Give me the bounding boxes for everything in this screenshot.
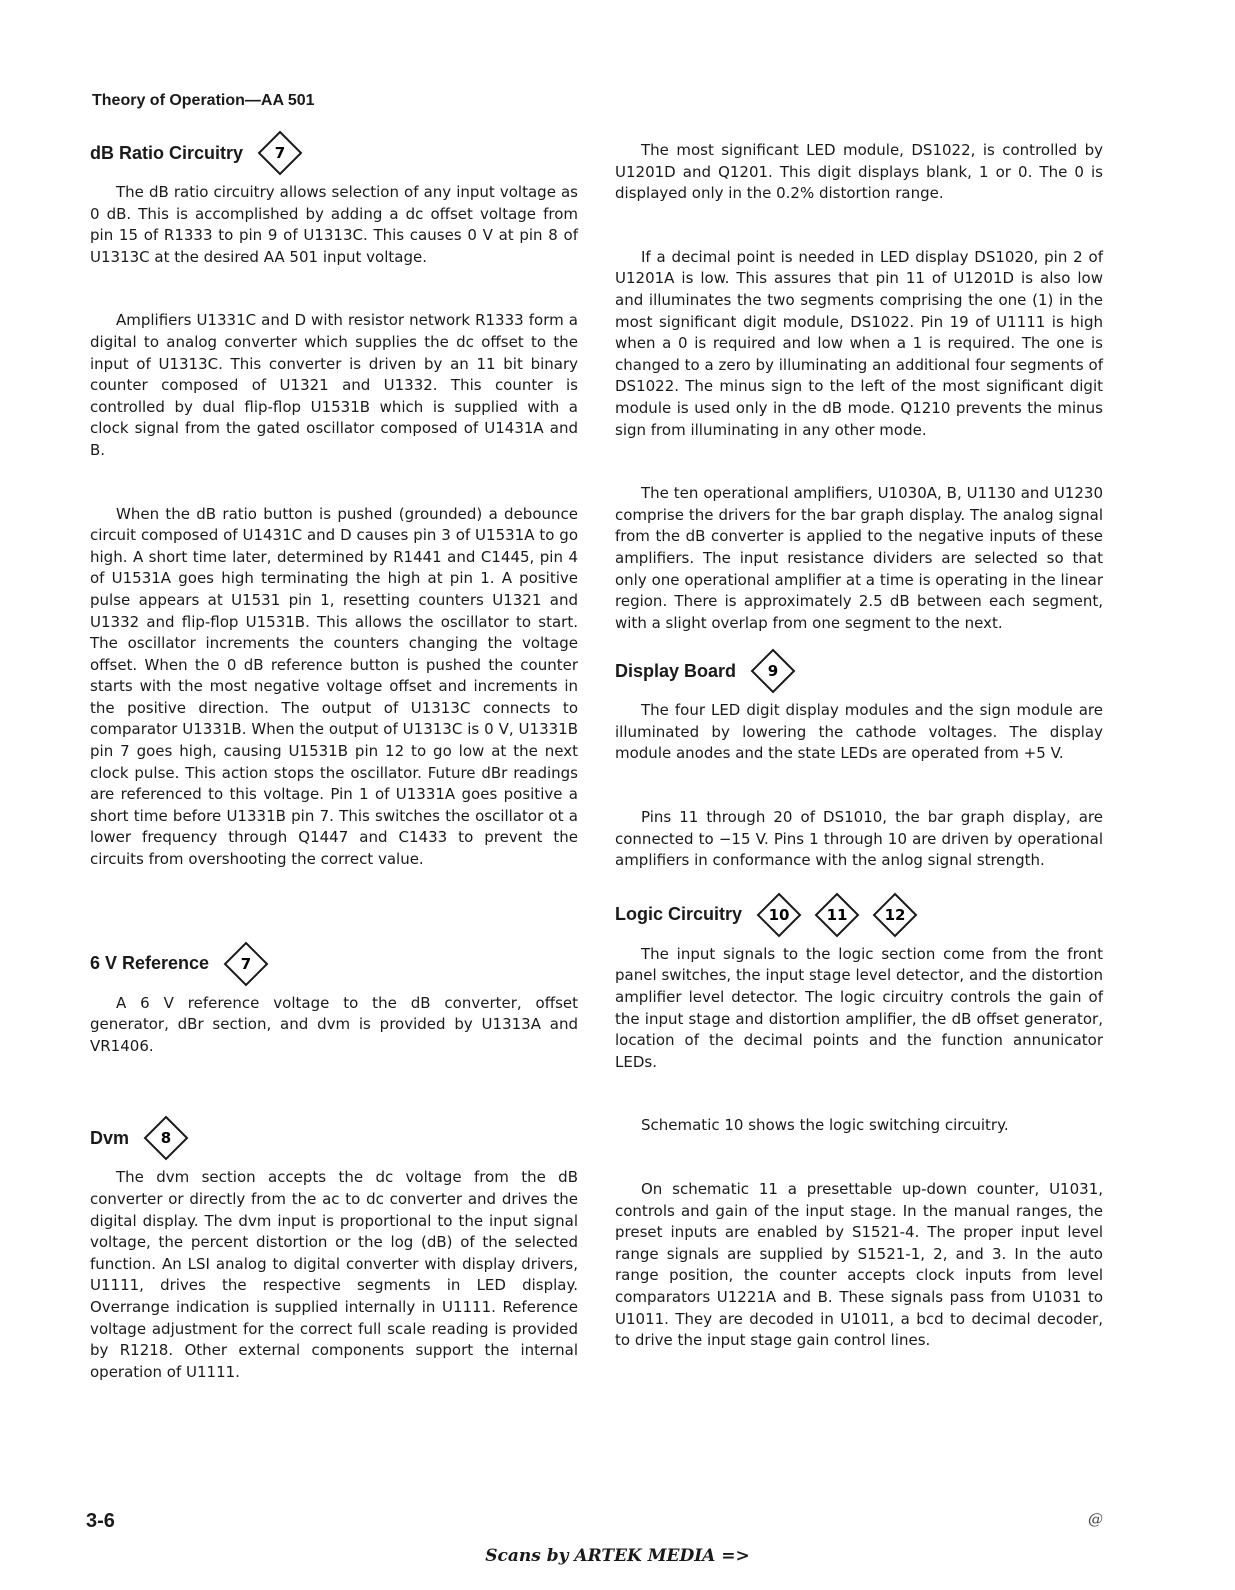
heading-db-ratio	[90, 128, 578, 178]
schematic-markers	[257, 130, 303, 176]
paragraph: The dvm section accepts the dc voltage from the dB converter or directly from the ac to dc converter and drives the digital display. The dvm input is proportional to the input signal voltage, the percent distortion or the log (dB) of the selected function. An LSI analog to digital converter with display drivers, U1111, drives the respective segments in LED display. Overrange indication is supplied internally in U1111. Reference voltage adjustment for the correct full scale reading is provided by R1218. Other external components support the internal operation of U1111.	[90, 1168, 578, 1381]
heading-db-ratio-title: dB Ratio Circuitry	[90, 142, 244, 163]
schematic-markers	[143, 1115, 189, 1161]
paragraph: The four LED digit display modules and the sign module are illuminated by lowering the cathode voltages. The display module anodes and the state LEDs are operated from +5 V.	[615, 701, 1103, 763]
running-header: Theory of Operation—AA 501	[92, 92, 315, 109]
schematic-number: 9	[767, 662, 779, 681]
paragraph: The most significant LED module, DS1022, is controlled by U1201D and Q1201. This digit displays blank, 1 or 0. The 0 is displayed only in the 0.2% distortion range.	[615, 141, 1103, 203]
paragraph: Amplifiers U1331C and D with resistor network R1333 form a digital to analog converter which supplies the dc offset to the input of U1313C. This converter is driven by an 11 bit binary counter composed of U1321 and U1332. This counter is controlled by dual flip-flop U1531B which is supplied with a clock signal from the gated oscillator composed of U1431A and B.	[90, 311, 578, 459]
heading-logic-circuitry-title: Logic Circuitry	[615, 904, 743, 925]
heading-display-board	[615, 646, 1103, 696]
schematic-diamond-icon	[223, 941, 269, 987]
schematic-number: 7	[274, 144, 286, 162]
paragraph: Pins 11 through 20 of DS1010, the bar graph display, are connected to −15 V. Pins 1 through 10 are driven by operational amplifiers in conformance with the anlog signal strength.	[615, 808, 1103, 870]
schematic-diamond-icon	[143, 1115, 189, 1161]
schematic-diamond-icon	[872, 892, 918, 938]
paragraph: The input signals to the logic section come from the front panel switches, the input stage level detector, and the distortion amplifier level detector. The logic circuitry controls the gain of the input stage and distortion amplifier, the dB offset generator, location of the decimal points and the function annunicator LEDs.	[615, 944, 1103, 1071]
paragraph: A 6 V reference voltage to the dB converter, offset generator, dBr section, and dvm is provided by U1313A and VR1406.	[90, 993, 578, 1055]
schematic-diamond-icon	[750, 648, 796, 694]
heading-6v-reference	[90, 939, 578, 989]
schematic-number: 7	[240, 954, 252, 973]
schematic-number: 8	[160, 1129, 172, 1148]
paragraph: If a decimal point is needed in LED display DS1020, pin 2 of U1201A is low. This assures that pin 11 of U1201D is also low and illuminates the two segments comprising the one (1) in the most significant digit module, DS1022. Pin 19 of U1111 is high when a 0 is required and low when a 1 is required. The one is changed to a zero by illuminating an additional four segments of DS1022. The minus sign to the left of the most significant digit module is used only in the dB mode. Q1210 prevents the minus sign from illuminating in any other mode.	[615, 247, 1103, 439]
schematic-diamond-icon	[756, 892, 802, 938]
paragraph: The dB ratio circuitry allows selection of any input voltage as 0 dB. This is accomplished by adding a dc offset voltage from pin 15 of R1333 to pin 9 of U1313C. This causes 0 V at pin 8 of U1313C at the desired AA 501 input voltage.	[90, 183, 578, 266]
corner-mark: @	[1088, 1510, 1103, 1528]
paragraph: The ten operational amplifiers, U1030A, B, U1130 and U1230 comprise the drivers for the bar graph display. The analog signal from the dB converter is applied to the negative inputs of these amplifiers. The input resistance dividers are selected so that only one operational amplifier at a time is operating in the linear region. There is approximately 2.5 dB between each segment, with a slight overlap from one segment to the next.	[615, 484, 1103, 632]
schematic-number: 10	[768, 905, 790, 924]
scan-credit: Scans by ARTEK MEDIA =>	[485, 1546, 750, 1566]
schematic-markers	[223, 941, 269, 987]
heading-dvm	[90, 1113, 578, 1163]
page-number: 3-6	[86, 1510, 115, 1532]
schematic-markers	[750, 648, 796, 694]
right-column	[615, 128, 1103, 1352]
left-column	[90, 128, 578, 1383]
schematic-number: 11	[826, 905, 848, 924]
heading-dvm-title: Dvm	[90, 1127, 130, 1148]
schematic-diamond-icon	[257, 130, 303, 176]
heading-6v-reference-title: 6 V Reference	[90, 953, 210, 974]
paragraph: When the dB ratio button is pushed (grounded) a debounce circuit composed of U1431C and D causes pin 3 of U1531A to go high. A short time later, determined by R1441 and C1445, pin 4 of U1531A goes high terminating the high at pin 1. A positive pulse appears at U1531 pin 1, resetting counters U1321 and U1332 and flip-flop U1531B. This allows the oscillator to start. The oscillator increments the counters changing the voltage offset. When the 0 dB reference button is pushed the counter starts with the most negative voltage offset and increments in the positive direction. The output of U1313C connects to comparator U1331B. When the output of U1313C is 0 V, U1331B pin 7 goes high, causing U1531B pin 12 to go low at the next clock pulse. This action stops the oscillator. Future dBr readings are referenced to this voltage. Pin 1 of U1331A goes positive a short time before U1331B pin 7. This switches the oscillator ot a lower frequency through Q1447 and C1433 to prevent the circuits from overshooting the correct value.	[90, 504, 578, 869]
heading-logic-circuitry	[615, 890, 1103, 940]
paragraph: On schematic 11 a presettable up-down counter, U1031, controls and gain of the input stage. In the manual ranges, the preset inputs are enabled by S1521-4. The proper input level range signals are supplied by S1521-1, 2, and 3. In the auto range position, the counter accepts clock inputs from level comparators U1221A and B. These signals pass from U1031 to U1011. They are decoded in U1011, a bcd to decimal decoder, to drive the input stage gain control lines.	[615, 1180, 1103, 1350]
schematic-number: 12	[884, 905, 906, 924]
schematic-diamond-icon	[814, 892, 860, 938]
paragraph: Schematic 10 shows the logic switching circuitry.	[641, 1116, 1009, 1135]
heading-display-board-title: Display Board	[615, 660, 737, 681]
schematic-markers	[756, 892, 918, 938]
